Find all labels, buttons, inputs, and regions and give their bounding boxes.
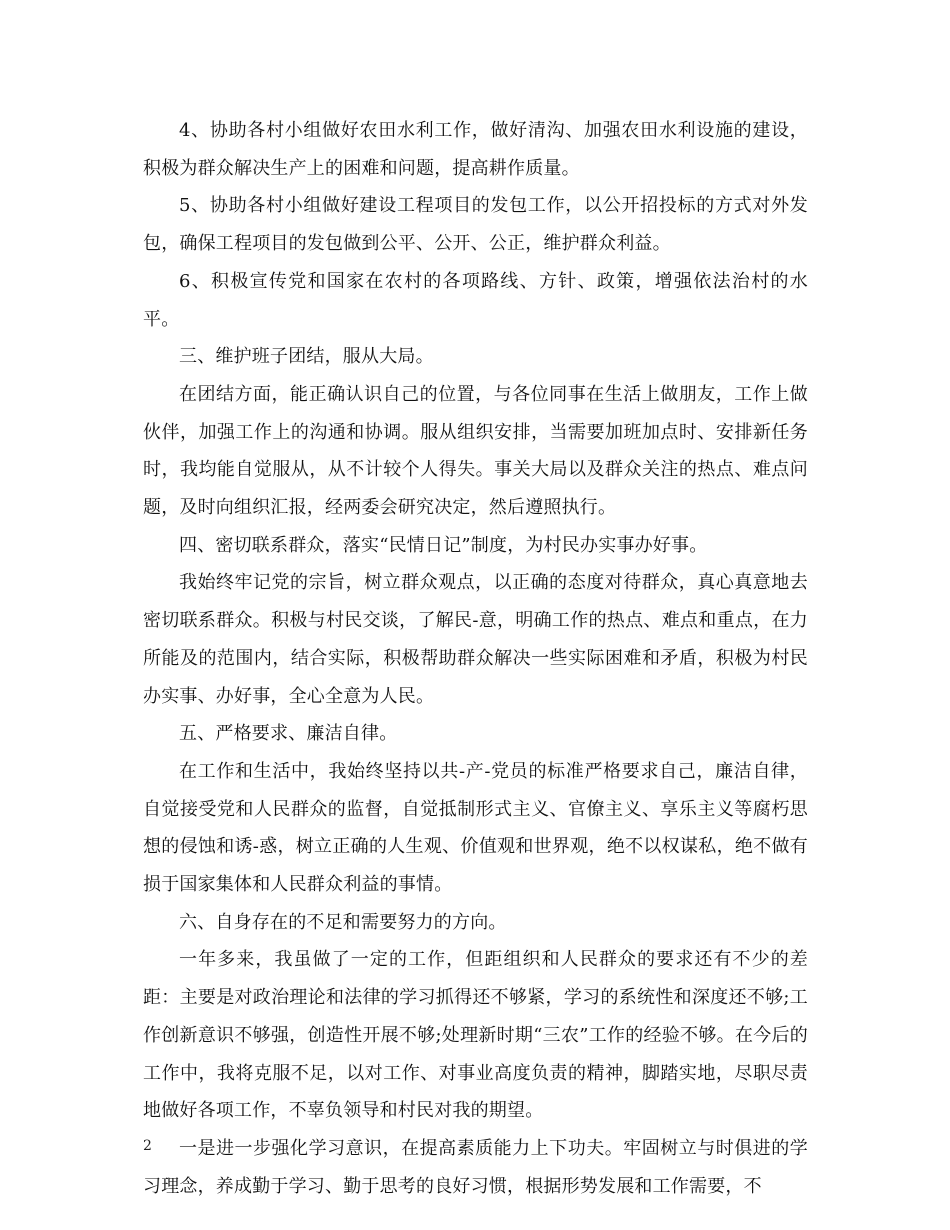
document-body — [143, 112, 808, 1205]
paragraph-masses: 我始终牢记党的宗旨，树立群众观点，以正确的态度对待群众，真心真意地去密切联系群众。积极与村民交谈，了解民-意，明确工作的热点、难点和重点，在力所能及的范围内，结合实际，积极帮助群众解决一些实际困难和矛盾，积极为村民办实事、办好事，全心全意为人民。 — [143, 572, 808, 707]
section-heading-5: 五、严格要求、廉洁自律。 — [179, 723, 398, 745]
section-heading-3: 三、维护班子团结，服从大局。 — [179, 346, 434, 368]
paragraph-study: 一是进一步强化学习意识，在提高素质能力上下功夫。牢固树立与时俱进的学习理念，养成勤于学习、勤于思考的良好习惯，根据形势发展和工作需要，不 — [143, 1137, 808, 1197]
section-heading-6: 六、自身存在的不足和需要努力的方向。 — [179, 911, 507, 933]
paragraph-shortcomings: 一年多来，我虽做了一定的工作，但距组织和人民群众的要求还有不少的差距：主要是对政治理论和法律的学习抓得还不够紧，学习的系统性和深度还不够;工作创新意识不够强，创造性开展不够;处理新时期“三农”工作的经验不够。在今后的工作中，我将克服不足，以对工作、对事业高度负责的精神，脚踏实地，尽职尽责地做好各项工作，不辜负领导和村民对我的期望。 — [143, 949, 808, 1122]
paragraph-integrity: 在工作和生活中，我始终坚持以共-产-党员的标准严格要求自己，廉洁自律，自觉接受党和人民群众的监督，自觉抵制形式主义、官僚主义、享乐主义等腐朽思想的侵蚀和诱-惑，树立正确的人生观、价值观和世界观，绝不以权谋私，绝不做有损于国家集体和人民群众利益的事情。 — [143, 760, 808, 896]
paragraph-unity: 在团结方面，能正确认识自己的位置，与各位同事在生活上做朋友，工作上做伙伴，加强工作上的沟通和协调。服从组织安排，当需要加班加点时、安排新任务时，我均能自觉服从，从不计较个人得失。事关大局以及群众关注的热点、难点问题，及时向组织汇报，经两委会研究决定，然后遵照执行。 — [143, 383, 808, 519]
page-number: 2 — [143, 1138, 152, 1154]
paragraph-item-6: 6、积极宣传党和国家在农村的各项路线、方针、政策，增强依法治村的水平。 — [143, 270, 808, 330]
paragraph-item-4: 4、协助各村小组做好农田水利工作，做好清沟、加强农田水利设施的建设，积极为群众解决生产上的困难和问题，提高耕作质量。 — [143, 120, 808, 179]
paragraph-item-5: 5、协助各村小组做好建设工程项目的发包工作，以公开招投标的方式对外发包，确保工程项目的发包做到公平、公开、公正，维护群众利益。 — [143, 195, 808, 255]
section-heading-4: 四、密切联系群众，落实“民情日记”制度，为村民办实事办好事。 — [179, 534, 708, 556]
